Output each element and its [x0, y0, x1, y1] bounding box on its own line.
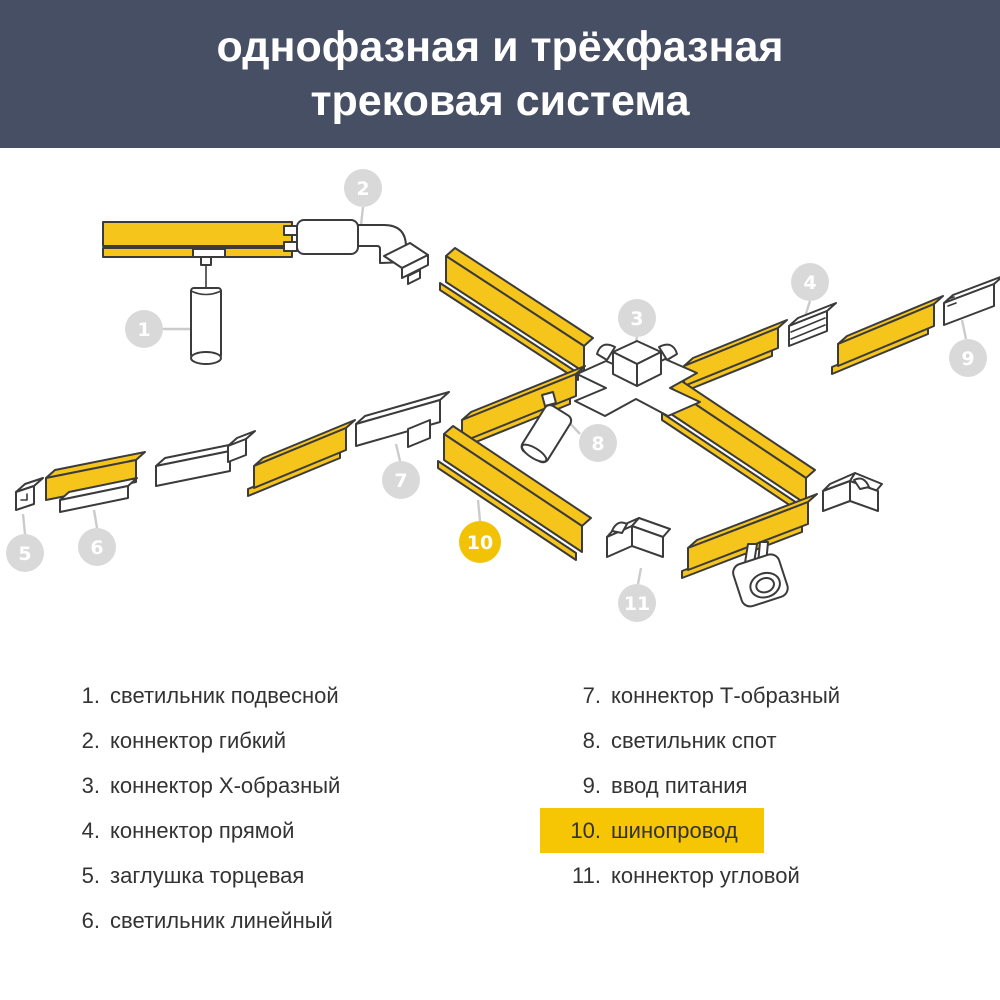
legend-num-2: 2.	[81, 727, 100, 753]
legend-item-8	[545, 718, 840, 763]
badge-4	[791, 263, 829, 301]
legend-item-10-highlighted	[540, 808, 764, 853]
x-connector	[575, 341, 700, 416]
track-system-diagram	[0, 148, 1000, 663]
legend-label-3: коннектор Х-образный	[110, 772, 341, 798]
joint-connector-step	[228, 431, 255, 462]
track-segment-lower-left	[248, 420, 355, 496]
badge-5	[6, 534, 44, 572]
badge-5-label: 5	[18, 543, 32, 565]
legend-label-5: заглушка торцевая	[110, 862, 305, 888]
plug-prong	[284, 242, 297, 251]
end-cap	[16, 478, 43, 510]
page-title-line2: трековая система	[310, 77, 690, 125]
leader-2	[361, 207, 363, 225]
legend-num-9: 9.	[582, 772, 601, 798]
badge-3	[618, 299, 656, 337]
legend-num-8: 8.	[582, 727, 601, 753]
badge-4-label: 4	[803, 272, 817, 294]
legend-num-1: 1.	[81, 682, 100, 708]
badge-2	[344, 169, 382, 207]
joint-connector	[156, 443, 239, 486]
diagram-canvas	[0, 148, 1000, 663]
flexible-connector	[284, 220, 428, 284]
track-segment-upper-right-long	[832, 296, 943, 374]
pendant-cylinder	[191, 288, 221, 358]
track-segment-upper-left	[440, 248, 593, 380]
legend-label-4: коннектор прямой	[110, 817, 295, 843]
leader-5	[23, 514, 25, 534]
corner-connector-right	[823, 473, 882, 511]
legend-item-6	[66, 898, 340, 943]
legend-label-9: ввод питания	[611, 772, 748, 798]
legend-num-7: 7.	[582, 682, 601, 708]
pendant-cylinder-bottom	[191, 352, 221, 364]
legend-label-11: коннектор угловой	[611, 862, 800, 888]
track-segment-upper-right-short	[678, 320, 787, 394]
legend-num-10: 10.	[570, 817, 601, 843]
badge-7-label: 7	[394, 470, 408, 492]
t-connector	[356, 392, 449, 446]
badge-2-label: 2	[356, 178, 370, 200]
badge-8-label: 8	[591, 433, 605, 455]
badge-11	[618, 584, 656, 622]
badge-3-label: 3	[630, 308, 644, 330]
legend-item-1	[66, 673, 340, 718]
page-title-line1: однофазная и трёхфазная	[216, 23, 784, 71]
pendant-stub	[201, 257, 211, 265]
badge-6	[78, 528, 116, 566]
track-segment-middle	[456, 366, 585, 450]
badge-9	[949, 339, 987, 377]
corner-connector-left	[607, 518, 670, 557]
track-front-face	[103, 222, 292, 246]
power-input	[944, 276, 1000, 325]
badge-1	[125, 310, 163, 348]
track-top-face	[444, 426, 591, 526]
legend-num-11: 11.	[572, 862, 601, 888]
leader-11	[638, 568, 641, 584]
corner-wing-left	[823, 481, 850, 511]
header-banner	[0, 0, 1000, 148]
pendant-clip	[193, 249, 225, 257]
leader-10	[478, 500, 480, 521]
pendant-light	[191, 257, 221, 364]
legend-item-3	[66, 763, 340, 808]
legend-label-7: коннектор Т-образный	[611, 682, 841, 708]
spot-stem	[542, 392, 556, 406]
legend-num-5: 5.	[81, 862, 100, 888]
legend-item-4	[66, 808, 340, 853]
straight-connector	[789, 303, 836, 346]
legend-column-left	[66, 673, 340, 943]
legend-item-9	[545, 763, 840, 808]
legend-num-4: 4.	[81, 817, 100, 843]
badge-10-highlighted	[459, 521, 501, 563]
track-front-face	[446, 256, 584, 372]
legend-num-6: 6.	[81, 907, 100, 933]
track-with-pendant	[103, 222, 292, 257]
plug-body	[297, 220, 358, 254]
badge-9-label: 9	[961, 348, 975, 370]
legend-item-2	[66, 718, 340, 763]
legend-label-2: коннектор гибкий	[110, 727, 287, 753]
badge-6-label: 6	[90, 537, 104, 559]
badge-8	[579, 424, 617, 462]
leader-9	[962, 320, 966, 339]
badge-11-label: 11	[623, 593, 651, 615]
legend-label-10: шинопровод	[611, 817, 738, 843]
legend-item-7	[545, 673, 840, 718]
legend-column-right	[545, 673, 840, 898]
legend-item-5	[66, 853, 340, 898]
legend-label-6: светильник линейный	[110, 907, 333, 933]
plug-prong	[284, 226, 297, 235]
legend-item-11	[545, 853, 840, 898]
legend-label-8: светильник спот	[611, 727, 777, 753]
track-top-face	[668, 378, 815, 478]
legend-num-3: 3.	[81, 772, 100, 798]
legend-label-1: светильник подвесной	[110, 682, 339, 708]
leader-6	[94, 510, 97, 528]
badge-10-label: 10	[466, 532, 494, 554]
badge-1-label: 1	[137, 319, 151, 341]
leader-7	[396, 444, 400, 461]
badge-7	[382, 461, 420, 499]
